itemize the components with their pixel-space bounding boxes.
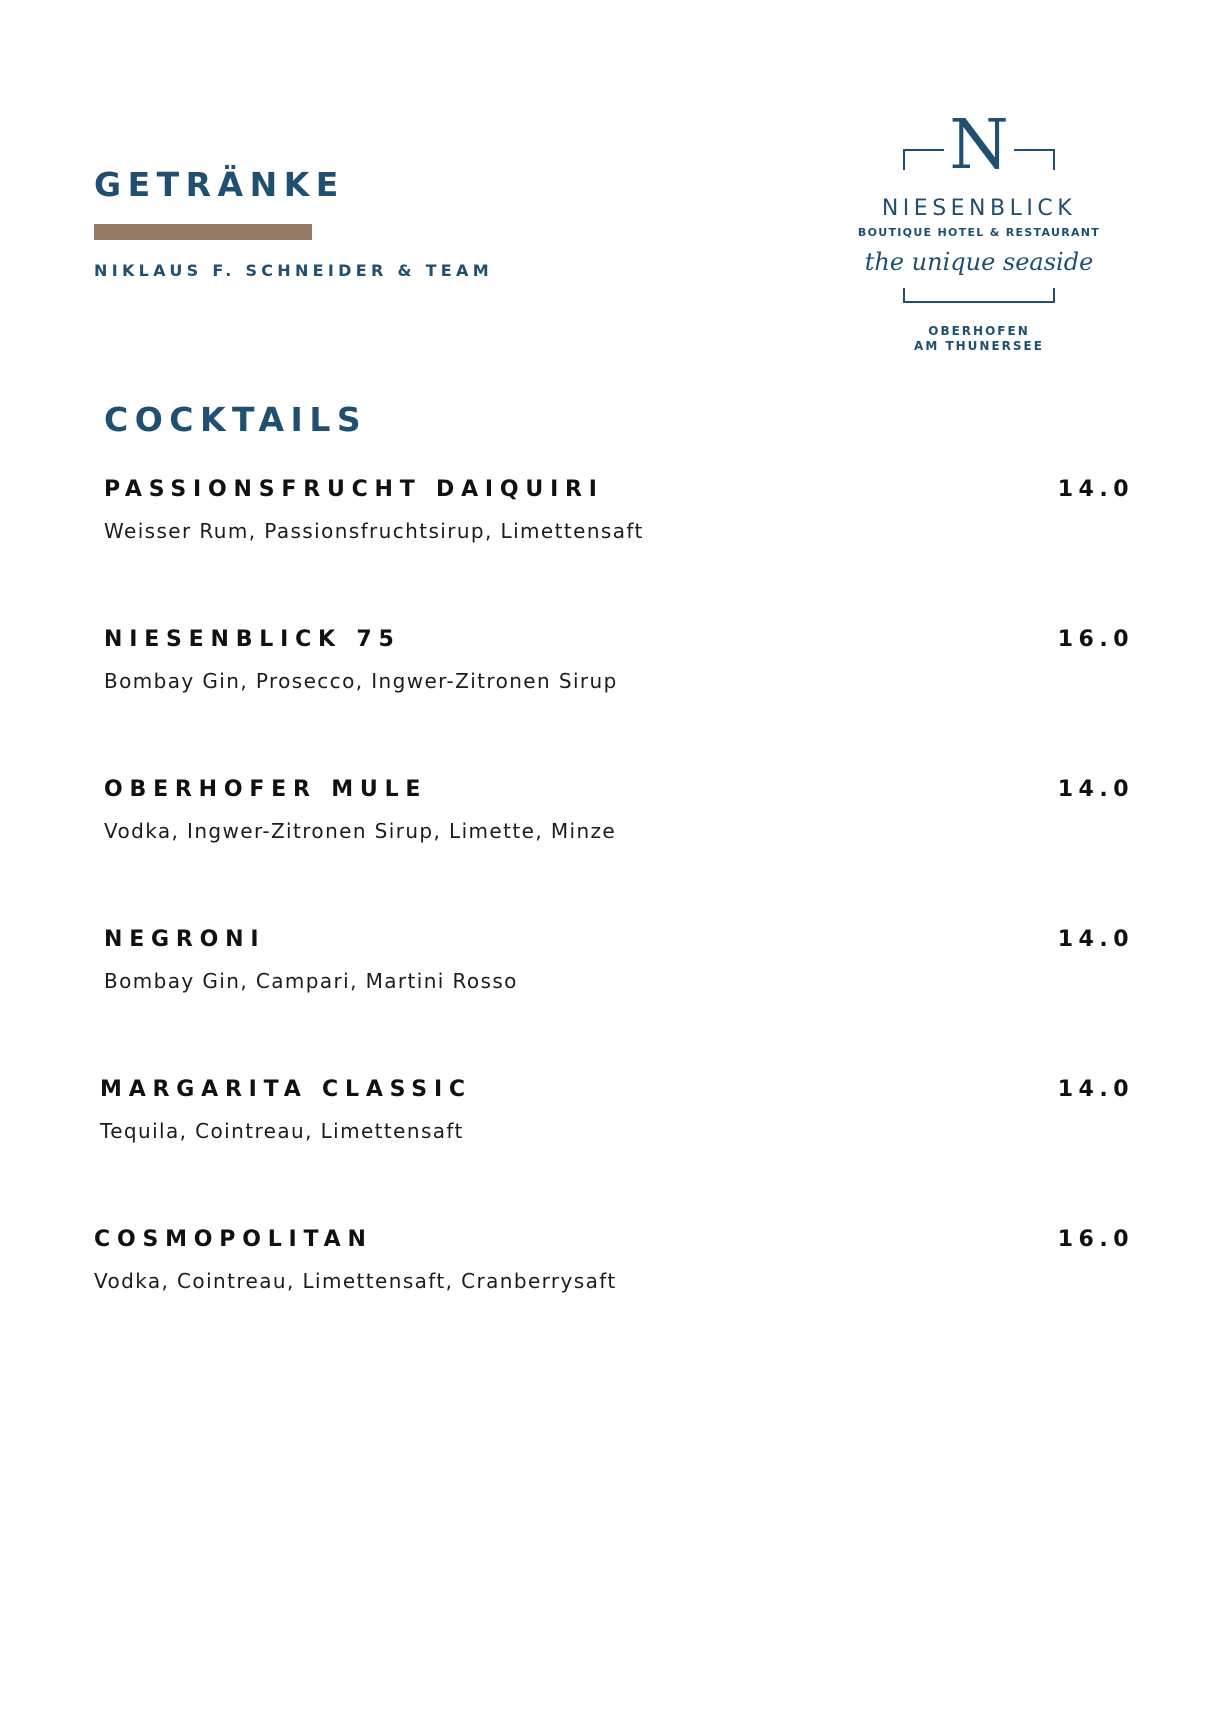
- item-price: 14.0: [1057, 927, 1134, 952]
- logo-location: [844, 324, 1114, 354]
- item-price: 16.0: [1057, 627, 1134, 652]
- item-price: 14.0: [1057, 477, 1134, 502]
- logo-monogram: N: [949, 106, 1009, 185]
- title-accent-bar: [94, 224, 312, 240]
- section-title: COCKTAILS: [104, 400, 368, 439]
- item-description: Vodka, Cointreau, Limettensaft, Cranberrysaft: [94, 1269, 617, 1293]
- item-name: NEGRONI: [104, 927, 266, 952]
- item-price: 14.0: [1057, 777, 1134, 802]
- item-name: NIESENBLICK 75: [104, 627, 401, 652]
- logo-name: NIESENBLICK: [881, 196, 1077, 221]
- item-description: Bombay Gin, Campari, Martini Rosso: [104, 969, 518, 993]
- item-name: MARGARITA CLASSIC: [100, 1077, 472, 1102]
- logo-location-line1: OBERHOFEN: [928, 324, 1030, 338]
- item-name: PASSIONSFRUCHT DAIQUIRI: [104, 477, 604, 502]
- hotel-logo: [844, 106, 1114, 353]
- logo-tagline: BOUTIQUE HOTEL & RESTAURANT: [857, 226, 1101, 239]
- item-description: Vodka, Ingwer-Zitronen Sirup, Limette, Minze: [104, 819, 617, 843]
- item-price: 14.0: [1057, 1077, 1134, 1102]
- item-name: OBERHOFER MULE: [104, 777, 428, 802]
- item-name: COSMOPOLITAN: [94, 1227, 373, 1252]
- logo-location-line2: AM THUNERSEE: [914, 339, 1044, 353]
- item-description: Bombay Gin, Prosecco, Ingwer-Zitronen Sirup: [104, 669, 618, 693]
- item-price: 16.0: [1057, 1227, 1134, 1252]
- item-description: Tequila, Cointreau, Limettensaft: [100, 1119, 464, 1143]
- page-subtitle: NIKLAUS F. SCHNEIDER & TEAM: [94, 261, 493, 280]
- page-title: GETRÄNKE: [94, 165, 345, 204]
- item-description: Weisser Rum, Passionsfruchtsirup, Limettensaft: [104, 519, 644, 543]
- logo-script-slogan: the unique seaside: [864, 248, 1094, 276]
